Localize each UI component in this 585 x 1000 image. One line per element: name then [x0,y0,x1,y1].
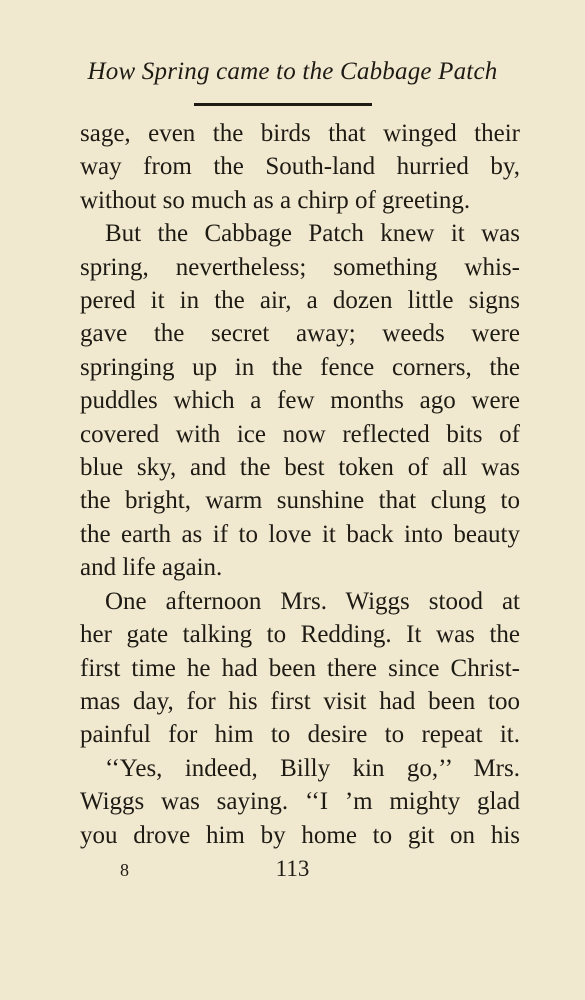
text-line: blue sky, and the best token of all was [80,454,520,482]
text-line: her gate talking to Redding. It was the [80,621,520,649]
signature-mark: 8 [120,860,129,880]
running-head-title: How Spring came to the Cabbage Patch [87,58,498,85]
page-number: 113 [275,856,310,881]
text-line: covered with ice now reflected bits of [80,420,520,448]
body-text [80,117,520,852]
text-line: mas day, for his first visit had been too [80,687,520,715]
text-line: One afternoon Mrs. Wiggs stood at [105,587,520,615]
text-line: without so much as a chirp of greeting. [80,186,471,214]
text-line: gave the secret away; weeds were [80,320,520,348]
text-line: painful for him to desire to repeat it. [80,721,520,749]
text-line: first time he had been there since Christ- [80,654,520,682]
header-rule [194,103,372,106]
text-line: spring, nevertheless; something whis- [80,253,520,281]
text-line: the bright, warm sunshine that clung to [80,487,520,515]
text-line: pered it in the air, a dozen little signs [80,287,520,315]
text-line: the earth as if to love it back into beauty [80,520,520,548]
text-line: But the Cabbage Patch knew it was [105,220,520,248]
text-line: Wiggs was saying. ‘‘I ’m mighty glad [80,788,520,816]
text-line: way from the South-land hurried by, [80,153,520,181]
text-line: sage, even the birds that winged their [80,120,520,147]
text-line: puddles which a few months ago were [80,387,520,415]
text-line: ‘‘Yes, indeed, Billy kin go,’’ Mrs. [105,754,520,782]
text-line: and life again. [80,554,223,582]
text-line: springing up in the fence corners, the [80,353,520,381]
text-line: you drove him by home to git on his [80,821,520,849]
